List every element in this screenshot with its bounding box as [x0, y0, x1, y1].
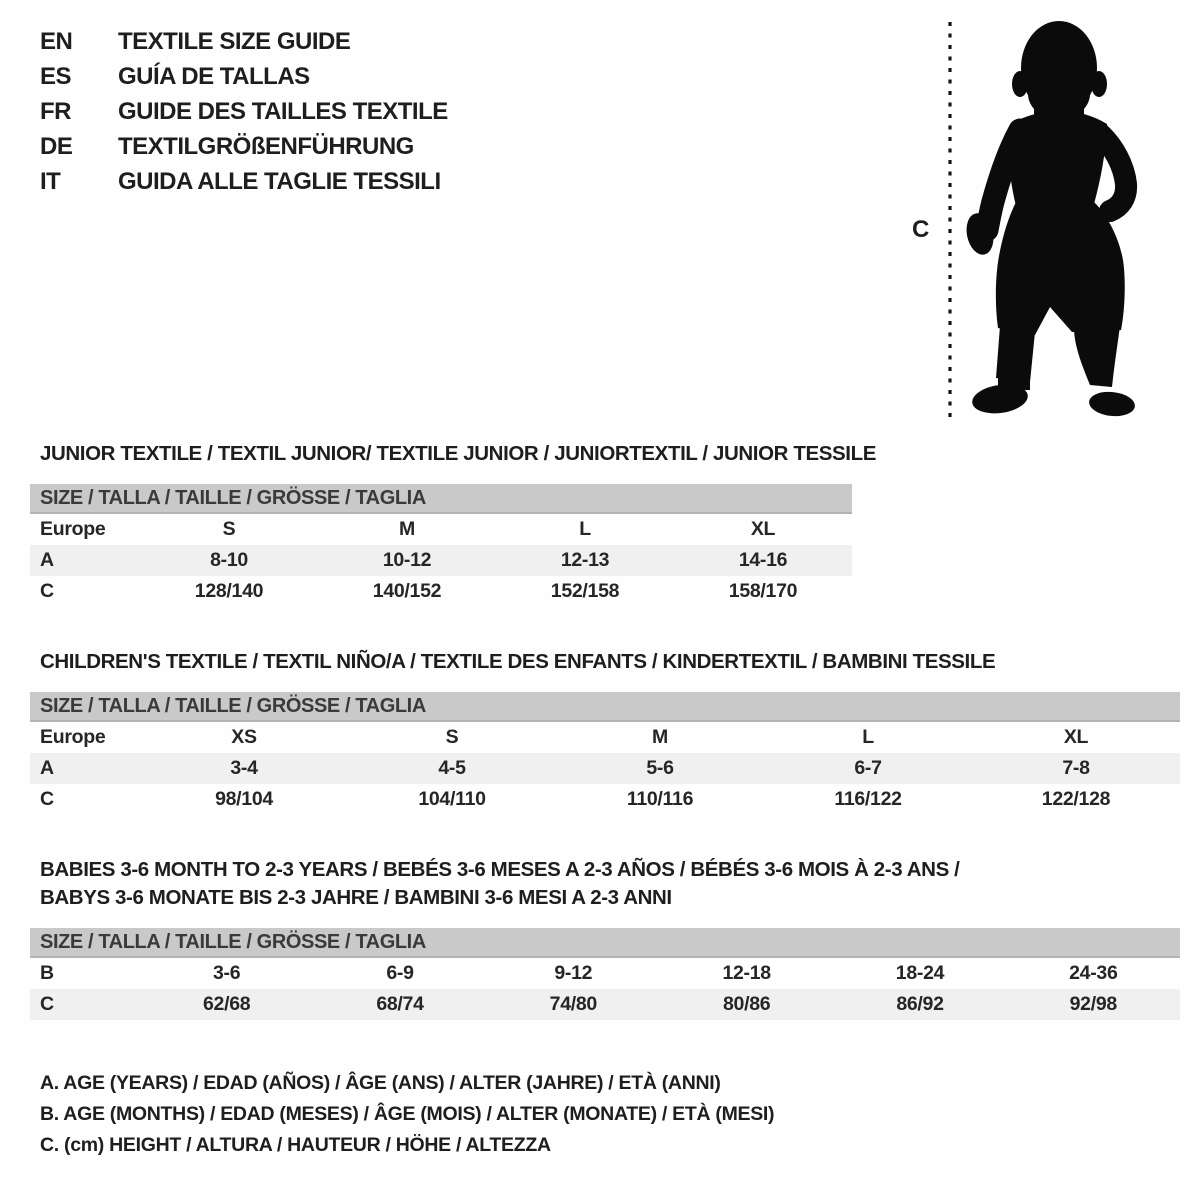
language-row [40, 164, 448, 199]
size-value: 5-6 [646, 757, 674, 779]
size-value: S [222, 518, 236, 540]
size-value: 98/104 [215, 788, 273, 810]
table-row [30, 576, 852, 607]
language-code: EN [40, 27, 73, 55]
guide-title: GUIDE DES TAILLES TEXTILE [118, 97, 448, 125]
table-row [30, 722, 1180, 753]
table-row [30, 989, 1180, 1020]
table-row [30, 545, 852, 576]
size-header-bar: SIZE / TALLA / TAILLE / GRÖSSE / TAGLIA [30, 928, 1180, 958]
guide-title: GUÍA DE TALLAS [118, 62, 310, 90]
size-value: 140/152 [372, 580, 442, 602]
size-value: M [652, 726, 668, 748]
size-value: 86/92 [896, 993, 944, 1015]
babies-size-table [30, 928, 1180, 1020]
size-header-bar: SIZE / TALLA / TAILLE / GRÖSSE / TAGLIA [30, 484, 852, 514]
size-value: 12-13 [560, 549, 610, 571]
size-value: 158/170 [728, 580, 798, 602]
toddler-silhouette [900, 10, 1170, 425]
language-row [40, 59, 448, 94]
language-code: ES [40, 62, 72, 90]
size-header-bar: SIZE / TALLA / TAILLE / GRÖSSE / TAGLIA [30, 692, 1180, 722]
table-row [30, 784, 1180, 815]
junior-size-table [30, 484, 852, 607]
table-row [30, 753, 1180, 784]
legend [40, 1068, 774, 1161]
section-title-line: BABIES 3-6 MONTH TO 2-3 YEARS / BEBÉS 3-6 MESES A 2-3 AÑOS / BÉBÉS 3-6 MOIS À 2-3 ANS / [40, 858, 960, 881]
size-value: 152/158 [550, 580, 620, 602]
language-row [40, 94, 448, 129]
language-code: IT [40, 167, 61, 195]
size-value: L [579, 518, 591, 540]
size-value: 74/80 [549, 993, 597, 1015]
size-value: 110/116 [626, 788, 694, 810]
size-value: 80/86 [722, 993, 771, 1015]
section-heading [30, 648, 1180, 676]
size-value: 18-24 [895, 962, 945, 984]
row-label: C [40, 580, 54, 602]
size-value: 14-16 [738, 549, 788, 571]
size-value: XS [231, 726, 257, 748]
size-value: XL [750, 518, 776, 540]
section-title-line: CHILDREN'S TEXTILE / TEXTIL NIÑO/A / TEXTILE DES ENFANTS / KINDERTEXTIL / BAMBINI TESSILE [40, 650, 996, 673]
size-value: 6-7 [854, 757, 882, 779]
row-label: A [40, 549, 54, 571]
row-label: B [40, 962, 54, 984]
section-babies [30, 856, 1180, 1020]
section-title-line: BABYS 3-6 MONATE BIS 2-3 JAHRE / BAMBINI 3-6 MESI A 2-3 ANNI [40, 886, 672, 909]
section-junior [30, 440, 876, 607]
size-value: 12-18 [722, 962, 771, 984]
size-value: S [445, 726, 459, 748]
size-value: 3-4 [230, 757, 258, 779]
size-value: XL [1063, 726, 1089, 748]
table-row [30, 958, 1180, 989]
size-value: 10-12 [382, 549, 432, 571]
legend-line: C. (cm) HEIGHT / ALTURA / HAUTEUR / HÖHE / ALTEZZA [40, 1134, 551, 1156]
guide-title: TEXTILGRÖßENFÜHRUNG [118, 132, 414, 160]
row-label: C [40, 993, 54, 1015]
section-children [30, 648, 1180, 815]
size-value: M [399, 518, 415, 540]
height-measure-label: C [912, 216, 930, 243]
children-size-table [30, 692, 1180, 815]
language-row [40, 24, 448, 59]
size-value: 104/110 [418, 788, 486, 810]
size-value: 9-12 [554, 962, 593, 984]
size-value: 122/128 [1041, 788, 1111, 810]
size-value: 128/140 [194, 580, 264, 602]
height-figure [900, 10, 1170, 425]
legend-line: B. AGE (MONTHS) / EDAD (MESES) / ÂGE (MOIS) / ALTER (MONATE) / ETÀ (MESI) [40, 1103, 775, 1125]
section-heading [30, 440, 876, 468]
row-label: A [40, 757, 54, 779]
size-value: 8-10 [210, 549, 248, 571]
size-value: 24-36 [1069, 962, 1118, 984]
size-value: 68/74 [376, 993, 424, 1015]
row-label: Europe [40, 518, 106, 540]
row-label: Europe [40, 726, 106, 748]
language-code: FR [40, 97, 71, 125]
size-value: 6-9 [386, 962, 414, 984]
guide-title: GUIDA ALLE TAGLIE TESSILI [118, 167, 441, 195]
size-value: 7-8 [1062, 757, 1090, 779]
row-label: C [40, 788, 54, 810]
table-row [30, 514, 852, 545]
size-value: 62/68 [203, 993, 251, 1015]
language-code: DE [40, 132, 73, 160]
size-value: 4-5 [438, 757, 466, 779]
size-value: 3-6 [213, 962, 241, 984]
language-row [40, 129, 448, 164]
guide-title: TEXTILE SIZE GUIDE [118, 27, 351, 55]
size-value: 92/98 [1069, 993, 1117, 1015]
section-heading [30, 856, 1180, 912]
size-value: L [862, 726, 874, 748]
legend-line: A. AGE (YEARS) / EDAD (AÑOS) / ÂGE (ANS) / ALTER (JAHRE) / ETÀ (ANNI) [40, 1072, 721, 1094]
section-title-line: JUNIOR TEXTILE / TEXTIL JUNIOR/ TEXTILE JUNIOR / JUNIORTEXTIL / JUNIOR TESSILE [40, 442, 876, 465]
size-value: 116/122 [834, 788, 902, 810]
language-title-list [40, 24, 448, 199]
